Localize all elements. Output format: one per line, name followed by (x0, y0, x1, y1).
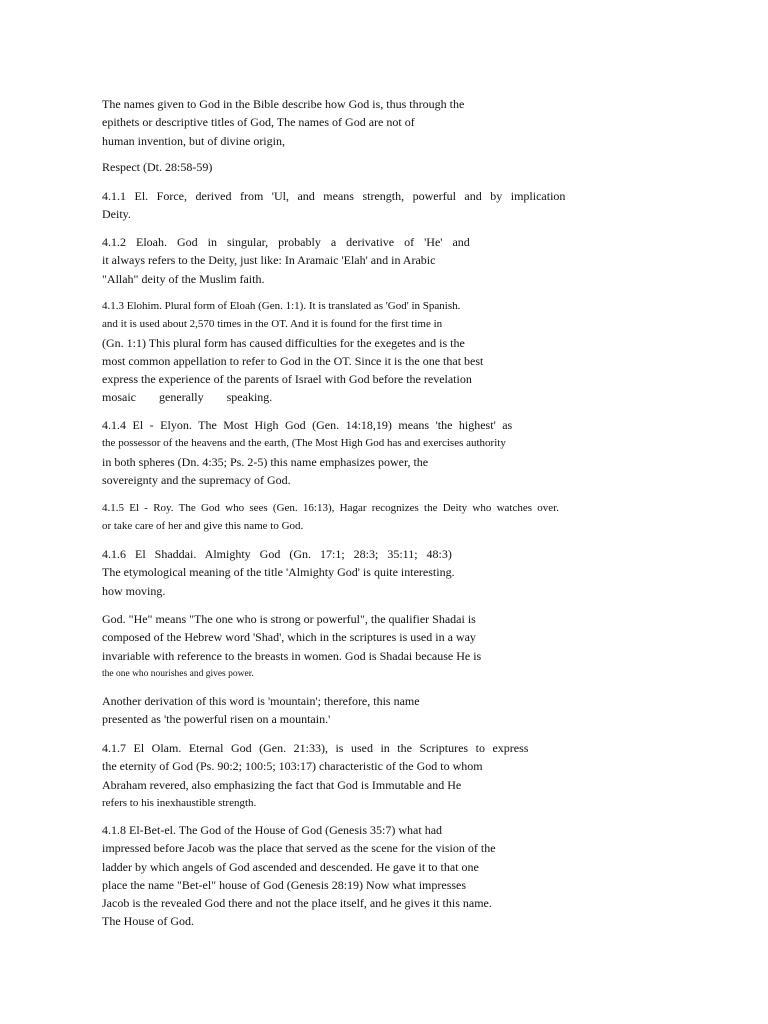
paragraph-betel (102, 821, 496, 931)
text-line: place the name "Bet-el" house of God (Genesis 28:19) Now what impresses (102, 877, 467, 892)
text-line: the eternity of God (Ps. 90:2; 100:5; 103:17) characteristic of the God to whom (102, 759, 483, 774)
paragraph-shaddai-meaning (102, 610, 481, 683)
text-line: Abraham revered, also emphasizing the fact that God is Immutable and He (102, 777, 462, 792)
text-line: mosaic generally speaking. (102, 390, 273, 405)
text-line: Another derivation of this word is 'mountain'; therefore, this name (102, 694, 420, 708)
paragraph-elohim (102, 297, 483, 407)
text-line: most common appellation to refer to God in the OT. Since it is the one that best (102, 353, 484, 368)
text-line: human invention, but of divine origin, (102, 133, 285, 148)
text-line: The etymological meaning of the title 'Almighty God' is quite interesting. (102, 565, 455, 580)
text-line: epithets or descriptive titles of God, The names of God are not of (102, 115, 415, 130)
text-line: refers to his inexhaustible strength. (102, 796, 257, 809)
paragraph-elyon (102, 416, 512, 489)
text-line: presented as 'the powerful risen on a mountain.' (102, 712, 331, 727)
paragraph-roy (102, 499, 559, 536)
text-line: express the experience of the parents of Israel with God before the revelation (102, 372, 472, 387)
paragraph-respect (102, 158, 212, 176)
text-line: 4.1.2 Eloah. God in singular, probably a derivative of 'He' and (102, 235, 470, 249)
text-line: 4.1.6 El Shaddai. Almighty God (Gn. 17:1; 28:3; 35:11; 48:3) (102, 547, 452, 561)
text-line: God. "He" means "The one who is strong or powerful", the qualifier Shadai is (102, 612, 476, 626)
paragraph-eloah (102, 233, 470, 288)
text-line: Respect (Dt. 28:58-59) (102, 160, 213, 174)
text-line: 4.1.8 El-Bet-el. The God of the House of God (Genesis 35:7) what had (102, 823, 443, 837)
text-line: or take care of her and give this name to God. (102, 520, 304, 533)
text-line: 4.1.4 El - Elyon. The Most High God (Gen. 14:18,19) means 'the highest' as (102, 418, 513, 432)
text-line: the one who nourishes and gives power. (102, 668, 254, 679)
text-line: in both spheres (Dn. 4:35; Ps. 2-5) this name emphasizes power, the (102, 454, 429, 469)
text-line: 4.1.5 El - Roy. The God who sees (Gen. 16:13), Hagar recognizes the Deity who watches over. (102, 502, 559, 514)
text-line: it always refers to the Deity, just like: In Aramaic 'Elah' and in Arabic (102, 253, 436, 268)
text-line: impressed before Jacob was the place that served as the scene for the vision of the (102, 841, 496, 856)
text-line: 4.1.7 El Olam. Eternal God (Gen. 21:33), is used in the Scriptures to express (102, 741, 529, 755)
text-line: The names given to God in the Bible describe how God is, thus through the (102, 97, 465, 111)
text-line: composed of the Hebrew word 'Shad', which in the scriptures is used in a way (102, 630, 476, 645)
text-line: 4.1.1 El. Force, derived from 'Ul, and means strength, powerful and by implication (102, 189, 566, 203)
paragraph-olam (102, 739, 528, 812)
text-line: invariable with reference to the breasts in women. God is Shadai because He is (102, 648, 482, 663)
paragraph-shaddai (102, 545, 455, 600)
text-line: The House of God. (102, 914, 194, 929)
text-line: the possessor of the heavens and the earth, (The Most High God has and exercises authority (102, 437, 506, 450)
text-line: and it is used about 2,570 times in the OT. And it is found for the first time in (102, 318, 443, 331)
paragraph-el (102, 187, 565, 224)
text-line: 4.1.3 Elohim. Plural form of Eloah (Gen. 1:1). It is translated as 'God' in Spanish. (102, 300, 461, 312)
text-line: Deity. (102, 207, 131, 222)
text-line: sovereignty and the supremacy of God. (102, 472, 291, 487)
paragraph-mountain (102, 692, 420, 729)
paragraph-intro (102, 95, 464, 150)
text-line: (Gn. 1:1) This plural form has caused difficulties for the exegetes and is the (102, 335, 465, 350)
text-line: "Allah" deity of the Muslim faith. (102, 271, 265, 286)
text-line: ladder by which angels of God ascended and descended. He gave it to that one (102, 859, 479, 874)
text-line: how moving. (102, 583, 166, 598)
text-line: Jacob is the revealed God there and not the place itself, and he gives it this name. (102, 896, 492, 911)
